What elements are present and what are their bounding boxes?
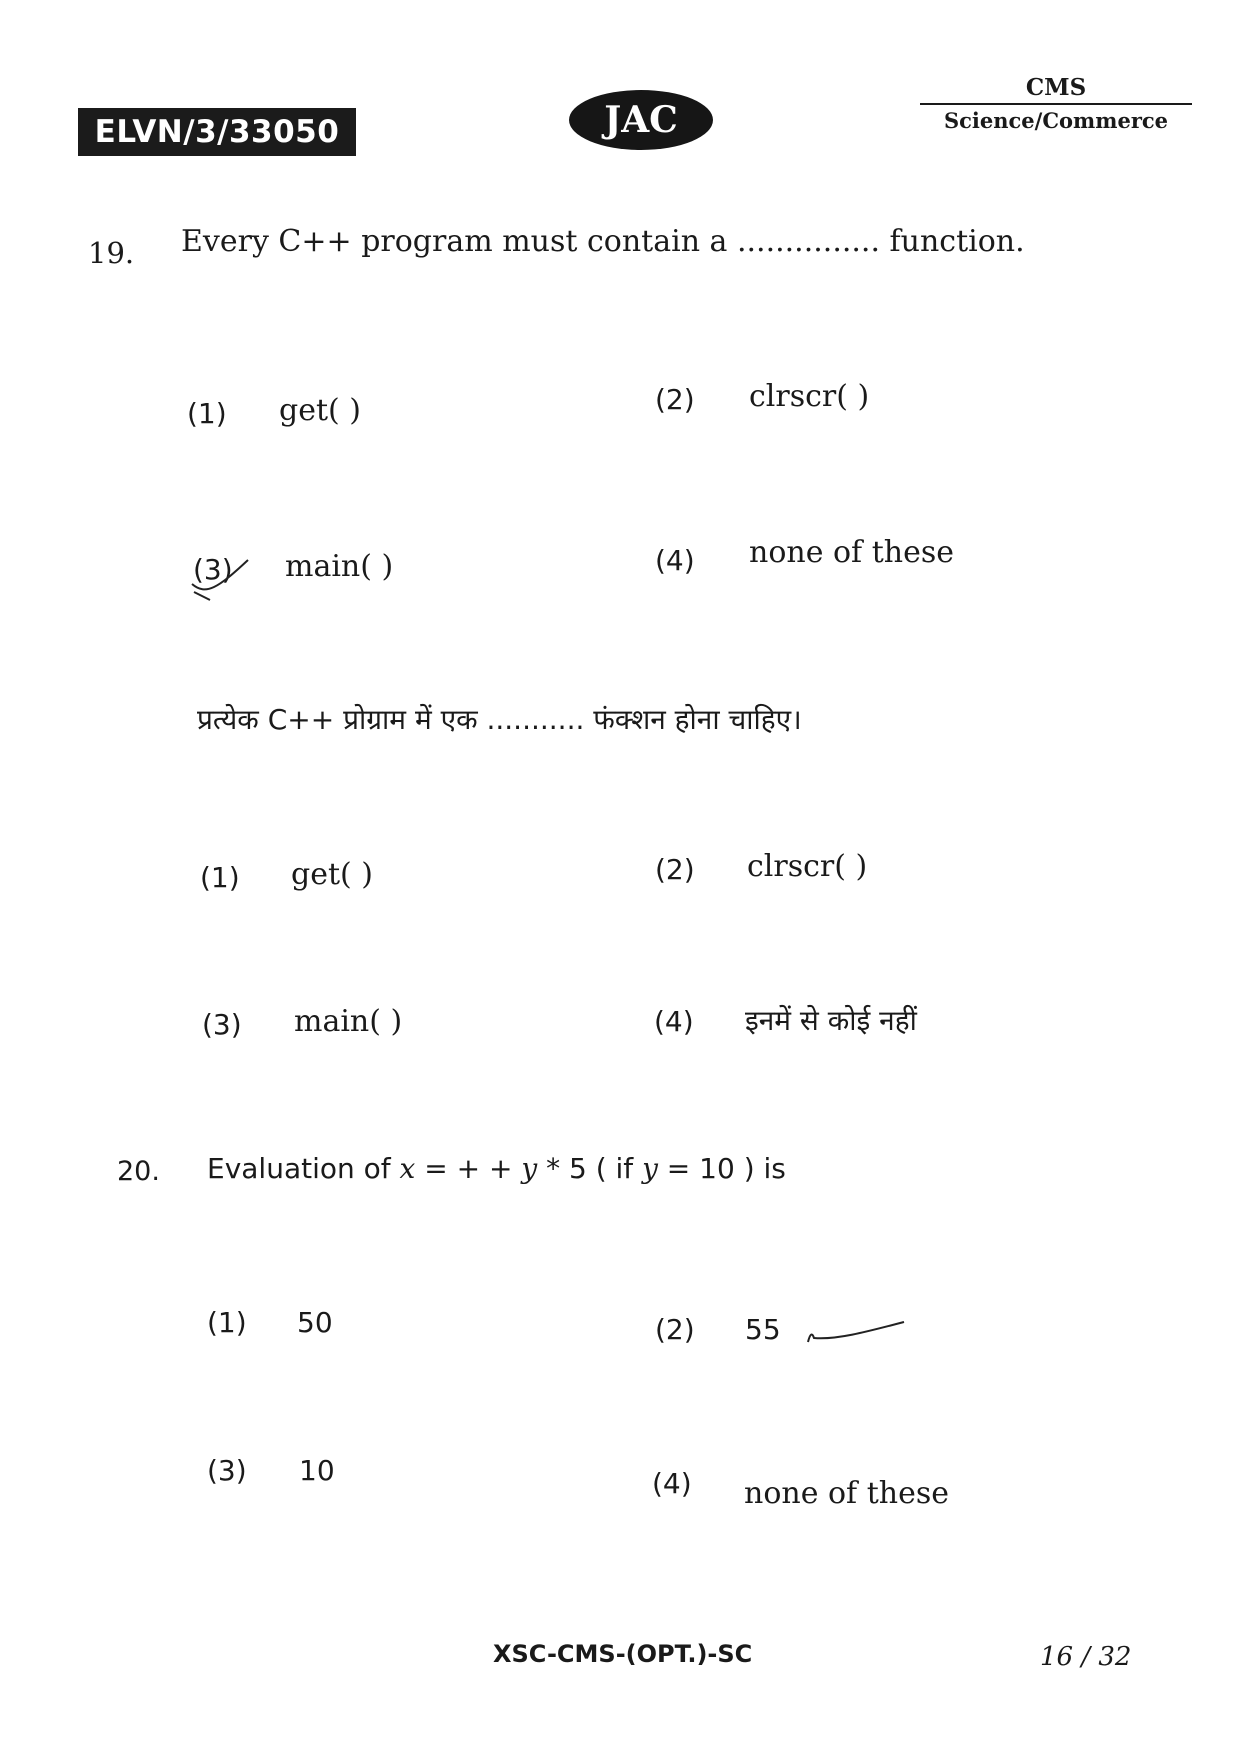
q20-var-x: x [399, 1152, 416, 1185]
q19-hindi-option-2-text: clrscr( ) [747, 849, 868, 884]
footer-paper-code: XSC-CMS-(OPT.)-SC [493, 1640, 753, 1668]
q19-hindi-option-3-number: (3) [202, 1008, 242, 1041]
q20-option-3-number: (3) [207, 1454, 247, 1487]
q19-hindi-option-4-number: (4) [654, 1005, 694, 1038]
q20-prefix: Evaluation of [207, 1152, 391, 1185]
underline-stroke-icon [806, 1316, 906, 1350]
q20-expr-end: * 5 ( if [546, 1152, 634, 1185]
q19-hindi-option-1-number: (1) [200, 861, 240, 894]
q19-option-1-text: get( ) [279, 393, 361, 428]
q19-hindi-option-4-text: इनमें से कोई नहीं [745, 1004, 917, 1037]
subject-name: CMS [1025, 74, 1087, 101]
q20-var-y: y [521, 1152, 538, 1185]
subject-block [920, 74, 1192, 135]
q20-cond-end: = 10 ) is [666, 1152, 786, 1185]
q19-option-3-number: (3) [193, 553, 233, 586]
tick-mark-icon [188, 548, 258, 606]
q19-hindi-option-3-text: main( ) [294, 1004, 403, 1039]
q19-option-3-text: main( ) [285, 549, 394, 584]
q20-option-1-text: 50 [297, 1306, 333, 1339]
q19-option-1-number: (1) [187, 397, 227, 430]
question-20-number: 20. [117, 1156, 160, 1187]
paper-code-badge: ELVN/3/33050 [78, 108, 356, 156]
q20-option-2-number: (2) [655, 1313, 695, 1346]
question-20-text [207, 1152, 786, 1185]
board-logo: JAC [569, 90, 713, 150]
q19-option-4-number: (4) [655, 544, 695, 577]
q19-option-2-number: (2) [655, 383, 695, 416]
q20-option-4-number: (4) [652, 1467, 692, 1500]
question-19-text: Every C++ program must contain a ............... function. [181, 224, 1025, 259]
q20-option-4-text: none of these [744, 1476, 949, 1511]
q20-expr-mid: = + + [424, 1152, 513, 1185]
question-19-number: 19. [88, 236, 135, 270]
q20-option-1-number: (1) [207, 1306, 247, 1339]
q19-option-2-text: clrscr( ) [749, 379, 870, 414]
question-19-hindi-text: प्रत्येक C++ प्रोग्राम में एक ........... फंक्शन होना चाहिए। [197, 703, 802, 736]
q19-hindi-option-1-text: get( ) [291, 857, 373, 892]
page-number: 16 / 32 [1040, 1642, 1132, 1672]
q19-option-4-text: none of these [749, 535, 954, 570]
subject-divider [920, 103, 1192, 105]
stream-name: Science/Commerce [943, 108, 1169, 133]
q20-option-2-text: 55 [745, 1313, 781, 1346]
q19-hindi-option-2-number: (2) [655, 853, 695, 886]
q20-cond-var: y [642, 1152, 658, 1185]
q20-option-3-text: 10 [299, 1454, 335, 1487]
